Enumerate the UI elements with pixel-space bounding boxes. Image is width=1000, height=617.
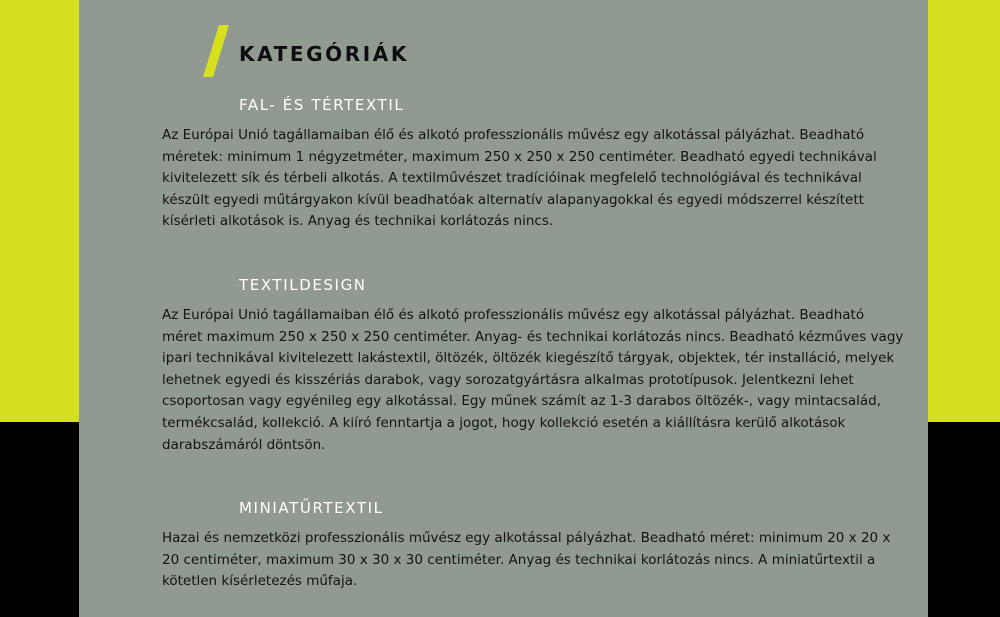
page-title: KATEGÓRIÁK (239, 42, 409, 66)
section-body-fal-es-tertextil: Az Európai Unió tagállamaiban élő és alkotó professzionális művész egy alkotással pályázhat. Beadható méretek: minimum 1 négyzetméter, maximum 250 x 250 x 250 centiméter. Beadható egyedi technikával kivitelezett sík és térbeli alkotás. A textilművészet tradícióinak megfelelő technológiával és technikával készült egyedi műtárgyakon kívül beadhatóak alternatív alapanyagokkal és egyedi módszerrel készített kísérleti alkotások is. Anyag és technikai korlátozás nincs. (162, 127, 877, 230)
section-title-fal-es-tertextil: FAL- ÉS TÉRTEXTIL (239, 96, 405, 114)
slash-icon (203, 25, 229, 77)
section-body-textildesign: Az Európai Unió tagállamaiban élő és alkotó professzionális művész egy alkotással pályázhat. Beadható méret maximum 250 x 250 x 250 centiméter. Anyag- és technikai korlátozás nincs. Beadható kézműves vagy ipari technikával kivitelezett lakástextil, öltözék, öltözék kiegészítő tárgyak, objektek, tér installáció, melyek lehetnek egyedi és kisszériás darabok, vagy sorozatgyártásra alkalmas prototípusok. Jelentkezni lehet csoportosan vagy egyénileg egy alkotással. Egy műnek számít az 1-3 darabos öltözék-, vagy mintacsalád, termékcsalád, kollekció. A kiíró fenntartja a jogot, hogy kollekció esetén a kiállításra kerülő alkotások darabszámáról döntsön. (162, 307, 904, 453)
section-title-textildesign: TEXTILDESIGN (239, 276, 367, 294)
section-title-miniaturtextil: MINIATŰRTEXTIL (239, 499, 384, 517)
section-body-miniaturtextil: Hazai és nemzetközi professzionális művész egy alkotással pályázhat. Beadható méret: minimum 20 x 20 x 20 centiméter, maximum 30 x 30 x 30 centiméter. Anyag és technikai korlátozás nincs. A miniatűrtextil a kötetlen kísérletezés műfaja. (162, 530, 891, 590)
